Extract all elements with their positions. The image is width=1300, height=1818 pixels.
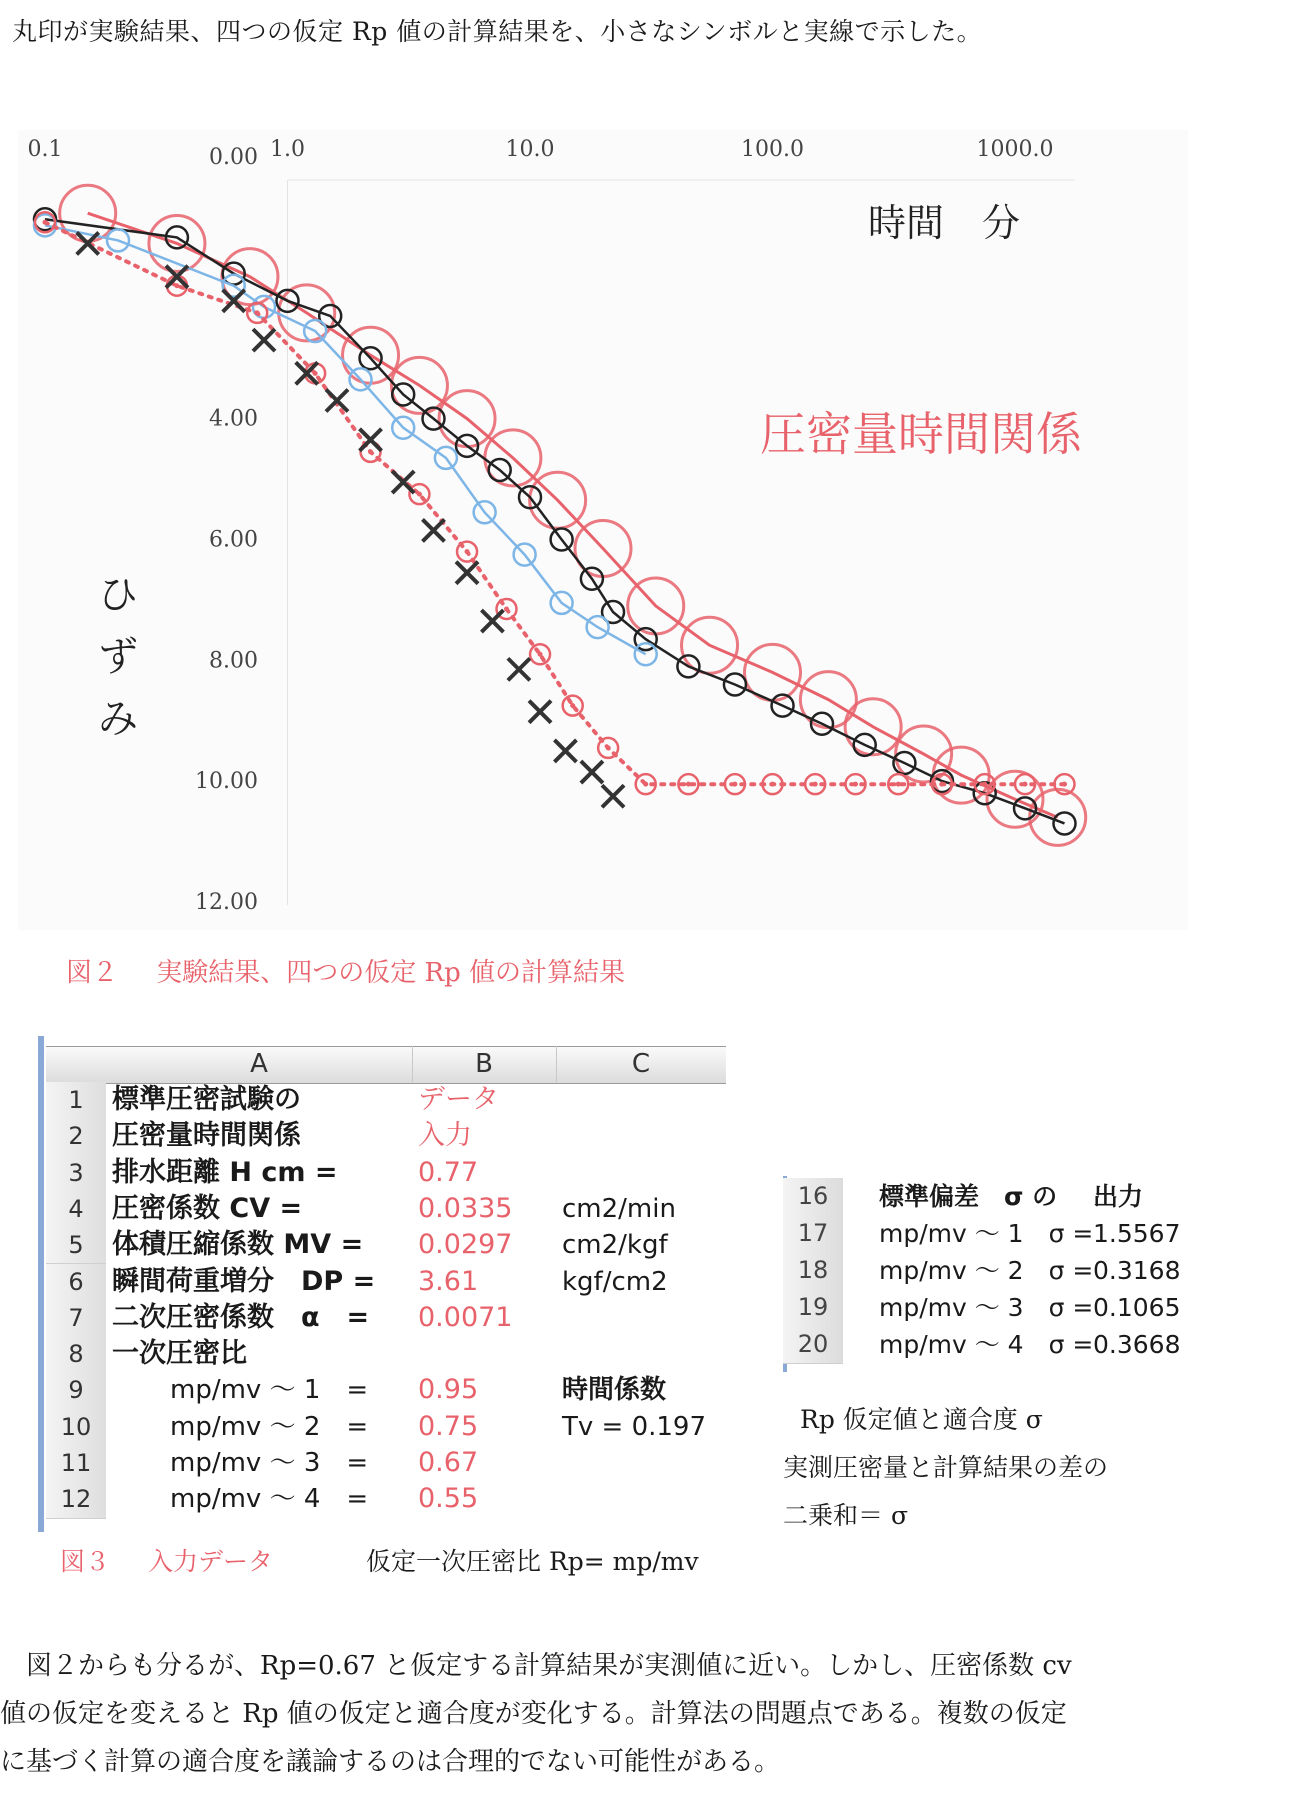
cell-a: 二次圧密係数 α =	[112, 1301, 370, 1333]
row-number: 2	[46, 1118, 106, 1155]
data-point-center	[732, 782, 737, 787]
data-point-center	[313, 371, 318, 376]
row-number: 8	[46, 1336, 106, 1373]
row-number: 5	[46, 1227, 106, 1264]
cell-b: 0.0335	[418, 1192, 513, 1224]
intro-text: 丸印が実験結果、四つの仮定 Rp 値の計算結果を、小さなシンボルと実線で示した。	[12, 17, 983, 46]
sigma-value: 1.5567	[1093, 1219, 1181, 1248]
note-line-3: 二乗和＝ σ	[783, 1501, 909, 1530]
sigma-row-number: 20	[783, 1326, 843, 1364]
row-number: 7	[46, 1300, 106, 1337]
sigma-label: mp/mv ～ 4 σ =	[879, 1330, 1094, 1359]
row-number: 6	[46, 1264, 106, 1301]
consolidation-chart	[0, 120, 1200, 940]
data-point-center	[813, 782, 818, 787]
cell-a: 一次圧密比	[112, 1338, 247, 1370]
column-header-c: C	[631, 1049, 651, 1079]
data-point-center	[504, 606, 509, 611]
data-point-center	[1023, 782, 1028, 787]
column-header-a: A	[106, 1046, 413, 1082]
figure3-number: 図３	[60, 1547, 111, 1576]
data-point-center	[570, 703, 575, 708]
sigma-label: mp/mv ～ 2 σ =	[879, 1256, 1094, 1285]
data-point-center	[465, 549, 470, 554]
x-tick-label: 1.0	[270, 137, 305, 162]
cell-c: Tv = 0.197	[562, 1411, 707, 1442]
cell-a: 排水距離 H cm =	[112, 1156, 338, 1188]
y-tick-label: 10.00	[195, 769, 258, 795]
cell-c: kgf/cm2	[562, 1266, 668, 1297]
cell-a: 標準圧密試験の	[112, 1084, 301, 1115]
y-axis-label-char: ひ	[98, 572, 138, 618]
data-point-center	[368, 449, 373, 454]
sigma-value: 0.3668	[1093, 1330, 1181, 1359]
data-point-center	[174, 283, 179, 288]
data-point-center	[538, 652, 543, 657]
row-number: 12	[46, 1481, 106, 1518]
figure3-extra: 仮定一次圧密比 Rp= mp/mv	[366, 1547, 699, 1576]
sigma-value: 0.1065	[1093, 1293, 1181, 1322]
cell-b: 0.55	[418, 1483, 479, 1515]
figure2-text: 実験結果、四つの仮定 Rp 値の計算結果	[156, 958, 626, 988]
cell-b: 3.61	[418, 1265, 479, 1297]
cell-b: 0.95	[418, 1374, 479, 1406]
sigma-row-number: 16	[783, 1178, 843, 1216]
row-number: 11	[46, 1445, 106, 1482]
cell-a: mp/mv ～ 1 =	[170, 1375, 369, 1406]
cell-a: mp/mv ～ 3 =	[170, 1448, 369, 1478]
column-header-b: B	[412, 1046, 557, 1082]
cell-b: 0.77	[418, 1156, 479, 1188]
data-point-center	[1062, 782, 1067, 787]
sigma-row-number: 19	[783, 1289, 843, 1327]
cell-a: 瞬間荷重増分 DP =	[112, 1265, 376, 1297]
cell-b: 0.75	[418, 1410, 479, 1442]
y-tick-label: 12.00	[195, 890, 258, 915]
data-point-center	[43, 220, 48, 225]
data-point-center	[896, 782, 901, 787]
figure3-caption	[60, 1542, 273, 1578]
data-point-center	[940, 782, 945, 787]
y-tick-label: 8.00	[209, 648, 258, 674]
body-line-2: 値の仮定を変えると Rp 値の仮定と適合度が変化する。計算法の問題点である。複数の仮定	[0, 1699, 1067, 1729]
cell-b: 0.0071	[418, 1301, 513, 1333]
cell-a: mp/mv ～ 2 =	[170, 1411, 369, 1442]
cell-b: 入力	[418, 1120, 472, 1152]
sigma-label: mp/mv ～ 1 σ =	[879, 1219, 1094, 1248]
row-number: 9	[46, 1372, 106, 1409]
sheet-edge	[38, 1036, 44, 1532]
cell-b: データ	[418, 1084, 499, 1115]
y-tick-label: 6.00	[209, 527, 258, 553]
row-number: 4	[46, 1191, 106, 1228]
sigma-value: 出力	[1093, 1182, 1144, 1211]
row-number: 10	[46, 1409, 106, 1446]
cell-b: 0.0297	[418, 1229, 513, 1261]
y-axis-label-char: み	[98, 696, 138, 742]
chart-annotation: 圧密量時間関係	[760, 407, 1082, 461]
x-tick-label: 0.1	[27, 137, 63, 162]
figure2-number: 図２	[66, 958, 119, 988]
y-axis-label-char: ず	[98, 634, 138, 680]
row-number: 3	[46, 1155, 106, 1192]
body-line-1: 図２からも分るが、Rp=0.67 と仮定する計算結果が実測値に近い。しかし、圧密係数 cv	[0, 1651, 1072, 1681]
sigma-table	[783, 1176, 1181, 1372]
sigma-row-number: 18	[783, 1252, 843, 1290]
cell-c: cm2/kgf	[562, 1230, 668, 1261]
x-tick-label: 100.0	[741, 137, 804, 162]
data-point-center	[606, 745, 611, 750]
cell-c: 時間係数	[562, 1375, 667, 1406]
row-number: 1	[46, 1082, 106, 1119]
note-line-1: Rp 仮定値と適合度 σ	[800, 1405, 1043, 1434]
cell-a: 圧密係数 CV =	[112, 1192, 303, 1224]
cell-c: cm2/min	[562, 1193, 676, 1224]
y-tick-label: 4.00	[209, 406, 258, 432]
y-axis-label	[98, 572, 138, 742]
note-line-2: 実測圧密量と計算結果の差の	[783, 1453, 1109, 1482]
sigma-label: mp/mv ～ 3 σ =	[879, 1293, 1094, 1322]
sigma-label: 標準偏差 σ の	[879, 1182, 1058, 1211]
body-line-3: に基づく計算の適合度を議論するのは合理的でない可能性がある。	[0, 1747, 781, 1777]
data-point-center	[255, 310, 260, 315]
sigma-row-number: 17	[783, 1215, 843, 1253]
data-point-center	[770, 782, 775, 787]
y-tick-label: 0.00	[209, 145, 258, 170]
data-point-center	[417, 492, 422, 497]
figure2-caption	[66, 952, 625, 989]
x-tick-label: 1000.0	[976, 137, 1054, 162]
data-point-center	[982, 782, 987, 787]
sigma-value: 0.3168	[1093, 1256, 1181, 1285]
cell-b: 0.67	[418, 1447, 479, 1478]
cell-a: mp/mv ～ 4 =	[170, 1484, 369, 1515]
x-tick-label: 10.0	[505, 137, 555, 162]
data-point-center	[686, 782, 691, 787]
figure3-text: 入力データ	[147, 1547, 273, 1576]
cell-a: 体積圧縮係数 MV =	[112, 1229, 364, 1261]
data-point-center	[853, 782, 858, 787]
body-paragraph	[0, 1642, 1290, 1786]
data-point-center	[643, 782, 648, 787]
x-axis-label: 時間 分	[868, 201, 1021, 245]
cell-a: 圧密量時間関係	[112, 1120, 301, 1152]
input-spreadsheet	[38, 1036, 726, 1532]
